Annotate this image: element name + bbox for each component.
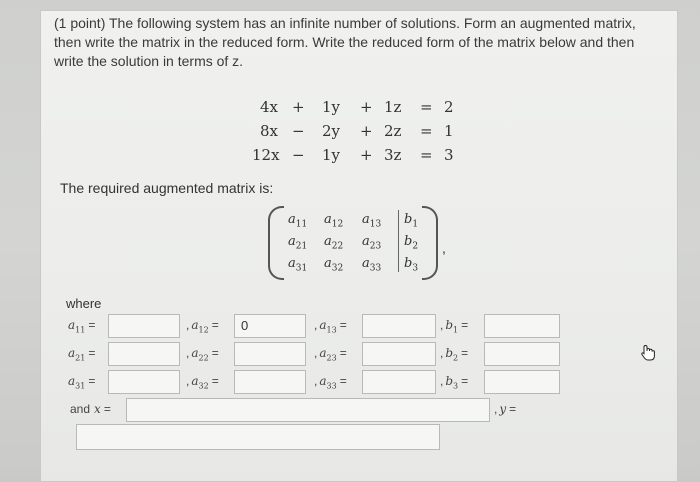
input-y[interactable]	[76, 424, 440, 450]
eq3-x-term: 12x	[252, 146, 280, 164]
eq1-z-term: 1z	[384, 98, 402, 116]
eq2-y-term: 2y	[322, 122, 341, 140]
augment-divider	[398, 210, 399, 272]
matrix-entry-a21: $a_{21}$	[288, 234, 308, 252]
eq2-z-term: 2z	[384, 122, 402, 140]
input-a33[interactable]	[362, 370, 436, 394]
matrix-entry-a23: $a_{23}$	[362, 234, 382, 252]
label-a23: , $a_{23}$ =	[314, 346, 347, 363]
input-a21[interactable]	[108, 342, 180, 366]
matrix-entry-a33: $a_{33}$	[362, 256, 382, 274]
label-b3: , $b_3$ =	[440, 374, 469, 391]
label-a33: , $a_{33}$ =	[314, 374, 347, 391]
matrix-label: The required augmented matrix is:	[60, 180, 274, 196]
input-b3[interactable]	[484, 370, 560, 394]
matrix-entry-a13: $a_{13}$	[362, 212, 382, 230]
eq3-rhs: 3	[444, 146, 454, 164]
input-a22[interactable]	[234, 342, 306, 366]
label-a22: , $a_{22}$ =	[186, 346, 219, 363]
left-paren	[268, 206, 284, 280]
input-b1[interactable]	[484, 314, 560, 338]
eq2-op1: −	[292, 122, 305, 140]
input-a13[interactable]	[362, 314, 436, 338]
label-y: , y =	[494, 402, 517, 416]
matrix-entry-b2: $b_2$	[404, 234, 419, 252]
eq3-y-term: 1y	[322, 146, 341, 164]
label-b2: , $b_2$ =	[440, 346, 469, 363]
matrix-trailing-comma: ,	[442, 240, 446, 256]
problem-statement: (1 point) The following system has an infinite number of solutions. Form an augmented matrix, then write the matrix in the reduced form. Write the reduced form of the matrix below and then write the solution in terms of z.	[54, 15, 636, 69]
eq1-equals: =	[420, 98, 433, 116]
matrix-entry-a31: $a_{31}$	[288, 256, 308, 274]
label-b1: , $b_1$ =	[440, 318, 469, 335]
augmented-matrix	[268, 206, 438, 276]
label-a12: , $a_{12}$ =	[186, 318, 219, 335]
equation-system	[0, 0, 700, 200]
eq3-op2: +	[360, 146, 373, 164]
label-a31: $a_{31}$ =	[68, 374, 96, 391]
input-a12[interactable]: 0	[234, 314, 306, 338]
input-b2[interactable]	[484, 342, 560, 366]
hand-pointer-icon	[640, 344, 658, 362]
eq2-x-term: 8x	[260, 122, 279, 140]
matrix-entry-b3: $b_3$	[404, 256, 419, 274]
input-a32[interactable]	[234, 370, 306, 394]
eq1-op1: +	[292, 98, 305, 116]
label-x: and x =	[70, 402, 111, 416]
input-a23[interactable]	[362, 342, 436, 366]
right-paren	[422, 206, 438, 280]
eq2-rhs: 1	[444, 122, 454, 140]
eq2-op2: +	[360, 122, 373, 140]
matrix-entry-b1: $b_1$	[404, 212, 419, 230]
matrix-entry-a22: $a_{22}$	[324, 234, 344, 252]
eq1-y-term: 1y	[322, 98, 341, 116]
input-a31[interactable]	[108, 370, 180, 394]
input-x[interactable]	[126, 398, 490, 422]
where-label: where	[66, 296, 102, 311]
eq1-x-term: 4x	[260, 98, 279, 116]
eq1-rhs: 2	[444, 98, 454, 116]
eq3-z-term: 3z	[384, 146, 402, 164]
eq1-op2: +	[360, 98, 373, 116]
input-a11[interactable]	[108, 314, 180, 338]
matrix-entry-a12: $a_{12}$	[324, 212, 344, 230]
label-a21: $a_{21}$ =	[68, 346, 96, 363]
eq2-equals: =	[420, 122, 433, 140]
matrix-entry-a32: $a_{32}$	[324, 256, 344, 274]
matrix-entry-a11: $a_{11}$	[288, 212, 308, 230]
label-a32: , $a_{32}$ =	[186, 374, 219, 391]
label-a11: $a_{11}$ =	[68, 318, 96, 335]
label-a13: , $a_{13}$ =	[314, 318, 347, 335]
eq3-op1: −	[292, 146, 305, 164]
eq3-equals: =	[420, 146, 433, 164]
